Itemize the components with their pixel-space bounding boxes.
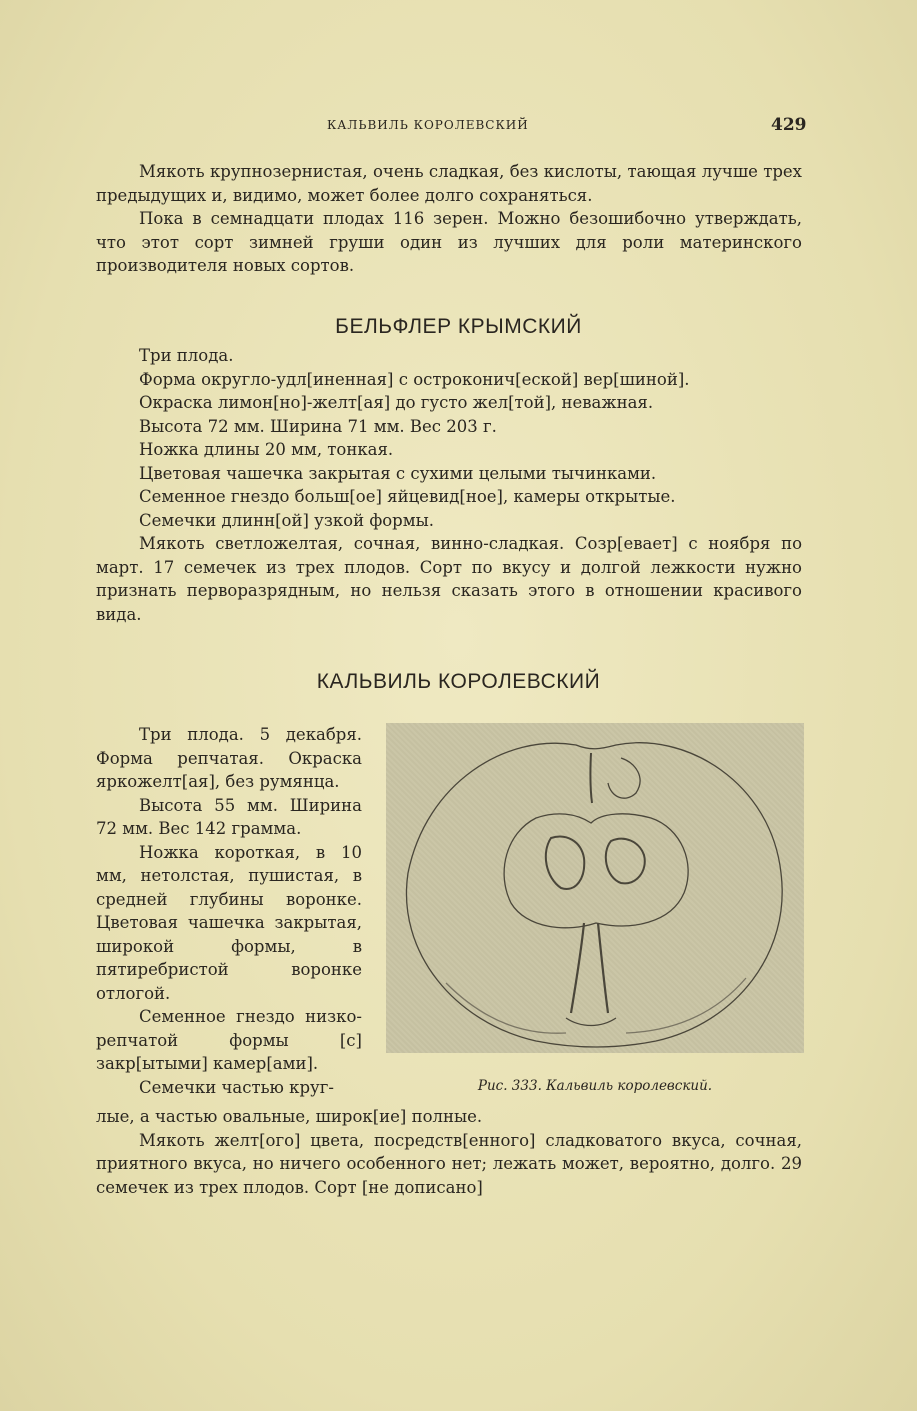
kalvil-narrow-column bbox=[96, 723, 362, 1099]
belfler-line: Три плода. bbox=[139, 346, 234, 365]
belfler-line: Форма округло-удл[иненная] с остроконич[еской] вер[шиной]. bbox=[139, 369, 690, 389]
intro-text bbox=[96, 160, 802, 278]
kalvil-paragraph: Ножка короткая, в 10 мм, нетолстая, пушистая, в средней глубины воронке. Цветовая чашечка закрытая, широкой формы, в пятиребристой воронке отлогой. bbox=[96, 842, 362, 1003]
kalvil-paragraph: Высота 55 мм. Ширина 72 мм. Вес 142 грамма. bbox=[96, 795, 362, 838]
belfler-line: Цветовая чашечка закрытая с сухими целыми тычинками. bbox=[139, 463, 657, 483]
belfler-paragraph: Мякоть светложелтая, сочная, винно-сладкая. Созр[евает] с ноября по март. 17 семечек из трех плодов. Сорт по вкусу и долгой лежкости нужно признать перворазрядным, но нельзя сказать этого в отношении красивого вида. bbox=[96, 534, 802, 624]
intro-paragraph-1: Мякоть крупнозернистая, очень сладкая, без кислоты, тающая лучше трех предыдущих и, видимо, может более долго сохраняться. bbox=[96, 162, 802, 205]
page-number: 429 bbox=[771, 115, 807, 135]
apple-figure bbox=[386, 723, 804, 1053]
running-title: КАЛЬВИЛЬ КОРОЛЕВСКИЙ bbox=[327, 118, 529, 132]
kalvil-paragraph: Семечки частью круг- bbox=[139, 1077, 334, 1097]
belfler-line: Высота 72 мм. Ширина 71 мм. Вес 203 г. bbox=[139, 416, 497, 436]
kalvil-title: КАЛЬВИЛЬ КОРОЛЕВСКИЙ bbox=[316, 670, 601, 693]
kalvil-final-paragraph: Мякоть желт[ого] цвета, посредств[енного] сладковатого вкуса, сочная, приятного вкуса, но ничего особенного нет; лежать может, вероятно, долго. 29 семечек из трех плодов. Сорт [не дописано] bbox=[96, 1130, 802, 1197]
kalvil-continuation-block bbox=[96, 1105, 802, 1199]
belfler-line: Семечки длинн[ой] узкой формы. bbox=[139, 510, 434, 530]
belfler-line: Ножка длины 20 мм, тонкая. bbox=[139, 440, 394, 459]
kalvil-paragraph: Три плода. 5 декабря. Форма репчатая. Окраска яркожелт[ая], без румянца. bbox=[96, 725, 362, 791]
belfler-line: Окраска лимон[но]-желт[ая] до густо жел[той], неважная. bbox=[139, 393, 654, 412]
figure-caption: Рис. 333. Кальвиль королевский. bbox=[477, 1078, 713, 1094]
kalvil-continuation: лые, а частью овальные, широк[ие] полные. bbox=[96, 1107, 483, 1126]
belfler-title: БЕЛЬФЛЕР КРЫМСКИЙ bbox=[335, 315, 582, 338]
apple-cross-section-icon bbox=[386, 723, 804, 1053]
belfler-section bbox=[96, 344, 802, 626]
kalvil-paragraph: Семенное гнездо низко-репчатой формы [с] закр[ытыми] камер[ами]. bbox=[96, 1007, 362, 1073]
belfler-line: Семенное гнездо больш[ое] яйцевид[ное], камеры открытые. bbox=[139, 487, 676, 506]
intro-paragraph-2: Пока в семнадцати плодах 116 зерен. Можно безошибочно утверждать, что этот сорт зимней груши один из лучших для роли материнского производителя новых сортов. bbox=[96, 209, 802, 275]
